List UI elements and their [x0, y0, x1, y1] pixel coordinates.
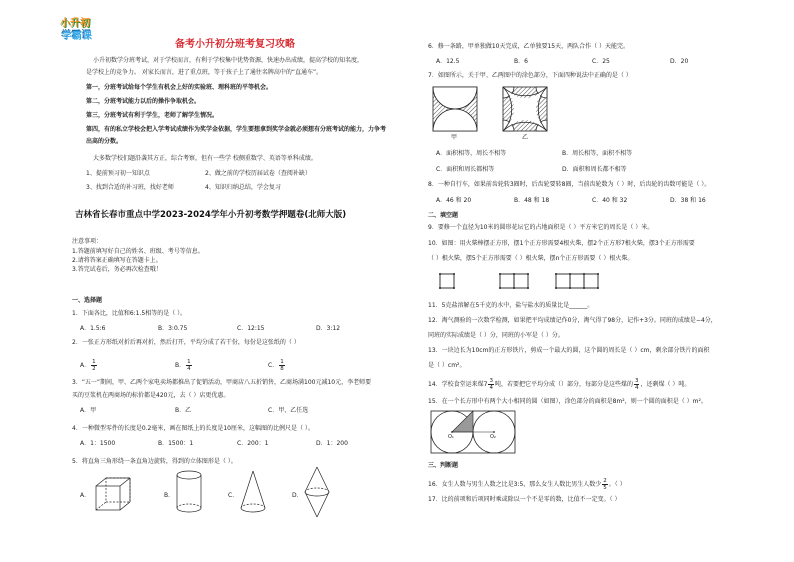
q3-option-c: C．甲、乙任选 [268, 407, 309, 414]
q2-fraction-c: $\frac{1}{8}$ [280, 359, 284, 372]
q13-line2: 是（ ）cm²。 [428, 362, 466, 369]
q5-option-a: A． [80, 492, 91, 499]
promo-para2: 大多数学校们题沿袭其方正，综合考察，但有一些学 校侧重数学、英语等单科成绩。 [93, 155, 317, 162]
logo-line1: 小升初 [60, 18, 90, 29]
q17-text: 17．比的前项和后项同时乘或除以一个不是零的数，比值不一定变。（ ） [428, 496, 621, 503]
q2-fraction-a: $\frac{1}{2}$ [92, 359, 96, 372]
q1-option-a: A．1.5:6 [80, 325, 106, 332]
q8-option-a: A．46 和 20 [436, 197, 472, 204]
q7-option-d: D．面积和周长都不相等 [562, 166, 627, 173]
q6-option-a: A．12.5 [436, 58, 460, 65]
q6-option-b: B．6 [514, 58, 528, 65]
q4-option-a: A．1：1500 [80, 440, 116, 447]
q8-option-b: B．48 和 18 [514, 197, 550, 204]
q4-option-c: C．200：1 [237, 440, 269, 447]
q5-double-cone-figure [304, 466, 334, 520]
q1-option-c: C．12:15 [237, 325, 265, 332]
q4-option-b: B．1500：1 [158, 440, 194, 447]
q10-text: 10．如图：用火柴棒摆正方形，摆1个正方形需要4根火柴，摆2个正方形7根火柴，摆3个正方形需要 [428, 240, 695, 247]
q3-option-a: A．甲 [80, 407, 97, 414]
section-1-heading: 一、选择题 [72, 297, 103, 304]
section-2-heading: 二、填空题 [428, 212, 459, 219]
promo-bullet-2: 第二，分班考试能力以后的操作争取机会。 [86, 98, 201, 105]
promo-para1-line1: 小升初数学分班考试，对于学校而言，有利于学校集中优势资源，快速办出成绩，提高学校的知名度， [93, 57, 364, 64]
q7-figure-yi [502, 86, 548, 132]
q7-label-yi: 乙 [522, 134, 529, 141]
q14-fraction: $\frac{3}{4}$ [489, 378, 493, 391]
q15-label-o1: O₁ [448, 434, 454, 440]
right-column [410, 0, 794, 562]
q3-option-b: B．乙 [175, 407, 192, 414]
q2-fraction-b: $\frac{1}{4}$ [187, 359, 191, 372]
q11-text: 11．5克盐溶解在5千克的水中，盐与盐水的质量比是______。 [428, 302, 594, 309]
q5-option-c: C． [228, 492, 239, 499]
promo-para1-line2: 是学校上的竞争力。 对家长而言，进了重点班，等于孩子上了通往名牌高中的“直通车”。 [86, 69, 323, 76]
q5-cylinder-figure [176, 470, 206, 514]
q8-text: 8．一种自行车，如果前齿轮转3圈时，后齿轮要转8圈，当前齿轮数为（ ）时，后齿轮的齿数可能是（ ）。 [428, 181, 711, 188]
promo-tip-1: 1、提前预习初一知识点 [86, 170, 150, 177]
q7-option-c: C．面积和周长都相等 [436, 166, 495, 173]
promo-tip-2: 2、做之前的学校历届试卷（查阅补缺） [205, 170, 311, 177]
q7-label-jia: 甲 [451, 134, 458, 141]
q10-matchstick-figure [430, 270, 730, 292]
q15-label-o2: O₂ [490, 434, 496, 440]
promo-bullet-3: 第三，分班考试有利于学生，老师了解学生情况。 [86, 112, 219, 119]
q1-option-d: D．3:12 [316, 325, 341, 332]
q15-two-circles-figure [430, 410, 516, 456]
q3-line1: 3．“五一”期间，甲、乙两个家电卖场都推出了促销活动，甲商店八五折销售，乙商场满100元减10元，李老师要 [72, 379, 372, 386]
section-3-heading: 三、判断题 [428, 462, 459, 469]
q6-text: 6．修一条路，甲单独做10天完成，乙单独要15天，两队合作（ ）天能完。 [428, 43, 629, 50]
q7-text: 7．如图所示，关于甲、乙两图中的涂色部分，下面四种说法中正确的是（ ） [428, 72, 632, 79]
q10-text-b: （ ）根火柴，摆5个正方形需要（ ）根火柴，摆n个正方形需要（ ）根火柴。 [428, 255, 634, 262]
notice-3: 3.答完试卷后，务必再次检查哦！ [72, 266, 162, 273]
q9-text: 9．要修一个直径为10米的圆形花坛它的占地面积是（ ）平方米它的周长是（ ）米。 [428, 224, 654, 231]
q16-text: 16．女生人数与男生人数之比是3:5，那么女生人数比男生人数少 $\frac{2}{5}$ 。（ ） [428, 478, 626, 491]
q14-fraction-2: $\frac{3}{4}$ [634, 378, 639, 391]
exam-title: 吉林省长春市重点中学2023-2024学年小升初考数学押题卷(北师大版) [75, 210, 347, 220]
q4-text: 4．一种微型零件的长度是0.2毫米，画在图纸上的长度是10厘米，这幅图的比例尺是（ ）。 [72, 425, 314, 432]
logo [60, 18, 102, 46]
promo-bullet-4: 第四，有的私立学校会把入学考试成绩作为奖学金依据，学生要想拿到奖学金就必须想有分班考试的能力，力争考 [86, 126, 387, 133]
q5-option-b: B． [164, 492, 175, 499]
q5-option-d: D． [292, 492, 303, 499]
q6-option-d: D．20 [670, 58, 689, 65]
notice-2: 2.请将答案正确填写在答题卡上。 [72, 257, 162, 264]
promo-tip-4: 4、知识归纳总结，学会复习 [205, 184, 281, 191]
q4-option-d: D．1：200 [316, 440, 348, 447]
q5-text: 5．将直角三角形绕一条直角边旋转，得到的立体图形是（ ）。 [72, 458, 237, 465]
q12-line1: 12．淘气测验的一次数学检测，如果把平均成绩记作0分，淘气得了98分，记作+3分。同班的成绩是−4分， [428, 317, 717, 324]
notice-1: 1.答题前填写好自己的姓名、班级、考号等信息。 [72, 248, 204, 255]
q1-text: 1．下面各比，比值和6:1.5相等的是（ ）。 [72, 310, 187, 317]
q5-cube-figure [96, 476, 136, 516]
q7-option-b: B．周长相等，面积不相等 [562, 150, 633, 157]
q2-text: 2．一张正方形纸对折后再对折，然后打开，平均分成了若干份，每份是这张纸的（ ） [72, 339, 300, 346]
notice-title: 注意事项： [72, 238, 103, 245]
q8-option-c: C．40 和 32 [592, 197, 628, 204]
q14-text: 14．学校食堂运来煤7 $\frac{3}{4}$ 吨，若要把它平均分成（）部分，每部分是这些煤的 $\frac{3}{4}$ ，还剩煤（ ）吨。 [428, 378, 691, 391]
promo-bullet-1: 第一，分班考试给每个学生有机会上好的实验班、理科班的平等机会。 [86, 84, 273, 91]
q2-option-b: B． $\frac{1}{4}$ [175, 359, 191, 372]
q7-figure-jia [432, 86, 478, 132]
promo-tip-3: 3、找到合适的补习班，找好老师 [86, 184, 174, 191]
q8-option-d: D．38 和 16 [670, 197, 706, 204]
q3-line2: 买的豆浆机在两商场的标价都是420元，去（ ）店更优惠。 [72, 392, 230, 399]
q1-option-b: B．3:0.75 [158, 325, 188, 332]
q12-line2: 同班的实际成绩是（ ）分，同班的小军是（ ）分。 [428, 332, 564, 339]
q16-fraction: $\frac{2}{5}$ [603, 478, 607, 491]
q2-option-c: C． $\frac{1}{8}$ [268, 359, 284, 372]
q13-line1: 13．一块边长为10cm的正方形铁片，剪成一个最大的圆，这个圆的周长是（ ）cm，剩余部分铁片的面积 [428, 347, 710, 354]
promo-bullet-5: 出高的分数。 [86, 138, 123, 145]
q5-cone-figure [240, 470, 270, 514]
q15-text: 15．在一个长方形中有两个大小相同的圆（如图），涂色部分的面积是8m²，则一个圆的面积是（ ）m²。 [428, 398, 707, 405]
q2-option-a: A． $\frac{1}{2}$ [80, 359, 96, 372]
logo-line2: 学霸课 [62, 31, 92, 42]
q6-option-c: C．25 [592, 58, 610, 65]
q7-option-a: A．面积相等，周长不相等 [436, 150, 507, 157]
promo-title: 备考小升初分班考复习攻略 [175, 39, 295, 50]
